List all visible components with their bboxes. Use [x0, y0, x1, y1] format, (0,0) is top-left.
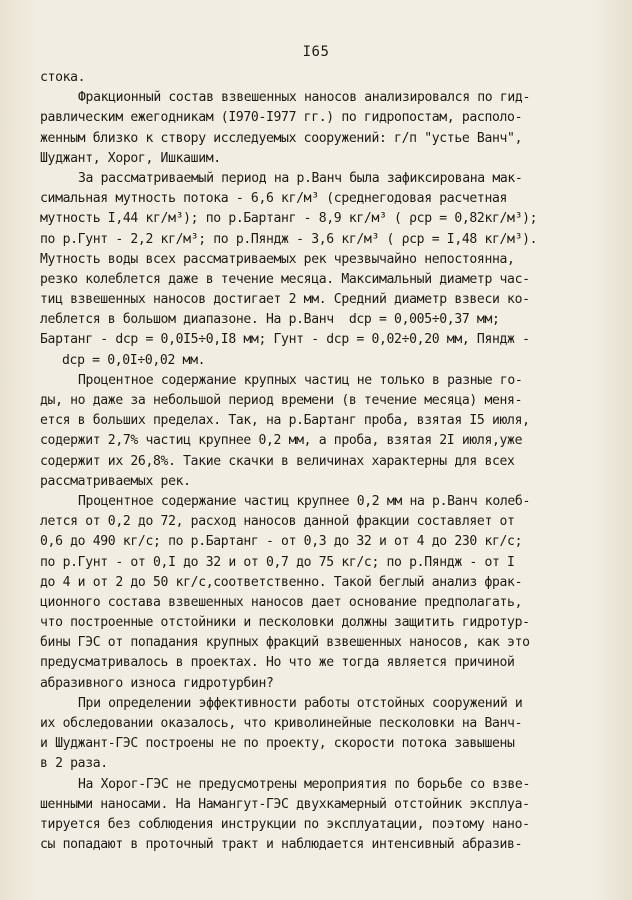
text-line: что построенные отстойники и песколовки должны защитить гидротур-: [40, 615, 530, 631]
text-line: Процентное содержание частиц крупнее 0,2 мм на р.Ванч колеб-: [78, 493, 530, 509]
text-line: 0,6 до 490 кг/с; по р.Бартанг - от 0,3 до 32 и от 4 до 230 кг/с;: [40, 534, 523, 550]
text-line: При определении эффективности работы отстойных сооружений и: [78, 695, 523, 711]
text-line: тируется без соблюдения инструкции по эксплуатации, поэтому нано-: [40, 816, 530, 832]
text-line: женным близко к створу исследуемых сооружений: г/п "устье Ванч",: [40, 130, 523, 146]
text-line: предусматривалось в проектах. Но что же тогда является причиной: [40, 655, 515, 671]
text-line: до 4 и от 2 до 50 кг/с,соответственно. Такой беглый анализ фрак-: [40, 574, 523, 590]
text-line: по р.Гунт - 2,2 кг/м³; по р.Пяндж - 3,6 кг/м³ ( ρср = I,48 кг/м³).: [40, 231, 538, 247]
text-line: абразивного износа гидротурбин?: [40, 675, 274, 691]
paragraph: [40, 169, 600, 371]
text-line: Фракционный состав взвешенных наносов анализировался по гид-: [78, 90, 530, 106]
paragraph: [40, 694, 600, 775]
text-line: и Шуджант-ГЭС построены не по проекту, скорости потока завышены: [40, 736, 515, 752]
body-text: [40, 68, 600, 855]
text-line: dср = 0,0I÷0,02 мм.: [62, 352, 206, 368]
text-line: ется в больших пределах. Так, на р.Бартанг проба, взятая I5 июля,: [40, 413, 530, 429]
page-number: I65: [302, 44, 330, 60]
text-line: рассматриваемых рек.: [40, 473, 191, 489]
paragraph: [40, 775, 600, 856]
text-line: резко колеблется даже в течение месяца. Максимальный диаметр час-: [40, 271, 530, 287]
text-line: Бартанг - dср = 0,0I5÷0,I8 мм; Гунт - dср = 0,02÷0,20 мм, Пяндж -: [40, 332, 530, 348]
text-line: ды, но даже за небольшой период времени (в течение месяца) меня-: [40, 393, 523, 408]
text-line: содержит 2,7% частиц крупнее 0,2 мм, а проба, взятая 2I июля,уже: [40, 433, 523, 449]
paragraph: [40, 371, 600, 492]
paragraph: [40, 492, 600, 694]
text-line: шенными наносами. На Намангут-ГЭС двухкамерный отстойник эксплуа-: [40, 796, 530, 812]
paragraph: [40, 68, 600, 88]
text-line: Шуджант, Хорог, Ишкашим.: [40, 150, 221, 166]
text-line: Процентное содержание крупных частиц не только в разные го-: [78, 372, 523, 388]
text-line: За рассматриваемый период на р.Ванч была зафиксирована мак-: [78, 170, 523, 186]
text-line: мутность I,44 кг/м³); по р.Бартанг - 8,9 кг/м³ ( ρср = 0,82кг/м³);: [40, 211, 538, 227]
paragraph: [40, 88, 600, 169]
text-line: лется от 0,2 до 72, расход наносов данной фракции составляет от: [40, 514, 515, 530]
text-line: равлическим ежегодникам (I970-I977 гг.) по гидропостам, располо-: [40, 110, 523, 126]
text-line: На Хорог-ГЭС не предусмотрены мероприятия по борьбе со взве-: [78, 776, 530, 792]
text-line: стока.: [40, 70, 86, 85]
text-line: их обследовании оказалось, что криволинейные песколовки на Ванч-: [40, 716, 523, 731]
text-line: ционного состава взвешенных наносов дает основание предполагать,: [40, 594, 523, 610]
text-line: в 2 раза.: [40, 756, 108, 772]
text-line: леблется в большом диапазоне. На р.Ванч dср = 0,005÷0,37 мм;: [40, 312, 500, 328]
text-line: тиц взвешенных наносов достигает 2 мм. Средний диаметр взвеси ко-: [40, 292, 530, 308]
text-line: сы попадают в проточный тракт и наблюдается интенсивный абразив-: [40, 837, 523, 853]
text-line: симальная мутность потока - 6,6 кг/м³ (среднегодовая расчетная: [40, 191, 508, 207]
text-line: бины ГЭС от попадания крупных фракций взвешенных наносов, как это: [40, 635, 530, 651]
text-line: содержит их 26,8%. Такие скачки в величинах характерны для всех: [40, 453, 515, 469]
text-line: Мутность воды всех рассматриваемых рек чрезвычайно непостоянна,: [40, 251, 515, 267]
text-line: по р.Гунт - от 0,I до 32 и от 0,7 до 75 кг/с; по р.Пяндж - от I: [40, 554, 515, 570]
